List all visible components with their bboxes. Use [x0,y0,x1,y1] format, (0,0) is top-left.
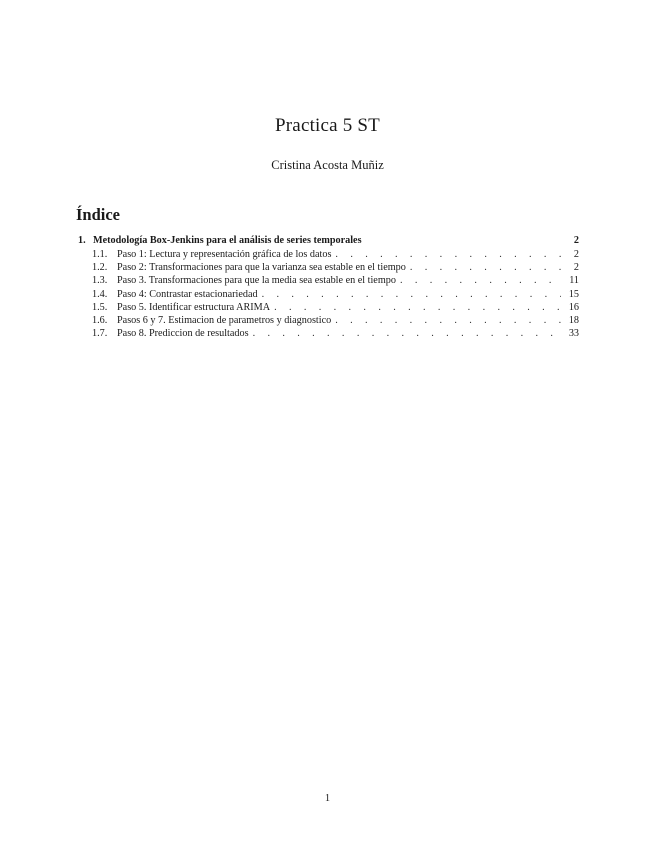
toc-item-page: 18 [568,314,579,326]
toc-item-number: 1.7. [92,328,108,340]
toc-item-number: 1.1. [92,249,108,260]
toc-item-1-5[interactable] [78,301,579,314]
toc-item-page: 16 [568,301,579,313]
toc-item-page: 11 [569,275,579,287]
toc-item-1-3[interactable] [78,274,579,287]
toc-item-number: 1.3. [92,275,108,287]
toc-item-number: 1.2. [92,262,108,274]
toc-item-1-2[interactable] [78,261,579,274]
toc-item-1-4[interactable] [78,288,579,301]
toc-item-label: Paso 4: Contrastar estacionariedad [117,288,258,300]
toc-dot-leader [410,261,561,274]
document-title: Practica 5 ST [275,115,380,136]
toc-dot-leader [335,248,561,261]
toc-item-1-6[interactable] [78,314,579,327]
toc-item-page: 15 [568,288,579,300]
page-number: 1 [324,793,331,804]
toc-section-label: Metodología Box-Jenkins para el análisis de series temporales [93,235,362,246]
toc-section-1[interactable] [78,234,579,248]
toc-item-number: 1.4. [92,288,108,300]
toc-item-page: 33 [568,328,579,340]
toc-item-number: 1.6. [92,314,108,326]
toc-item-label: Paso 2: Transformaciones para que la varianza sea estable en el tiempo [117,262,406,274]
toc-dot-leader [262,288,561,301]
toc-section-number: 1. [78,235,86,246]
toc-dot-leader [400,274,561,287]
toc-dot-leader [335,314,561,327]
toc-item-1-1[interactable] [78,248,579,261]
table-of-contents [78,234,579,340]
toc-item-1-7[interactable] [78,327,579,340]
document-author: Cristina Acosta Muñiz [271,158,384,172]
toc-item-label: Paso 8. Prediccion de resultados [117,328,249,340]
toc-item-label: Paso 5. Identificar estructura ARIMA [117,301,271,313]
toc-dot-leader [253,327,561,340]
toc-section-page: 2 [573,235,579,246]
toc-dot-leader [274,301,561,314]
toc-item-label: Paso 1: Lectura y representación gráfica de los datos [117,249,332,260]
toc-item-page: 2 [573,249,579,260]
toc-item-label: Pasos 6 y 7. Estimacion de parametros y diagnostico [117,314,332,326]
toc-heading: Índice [76,205,121,224]
toc-item-label: Paso 3. Transformaciones para que la media sea estable en el tiempo [117,275,396,287]
toc-item-page: 2 [573,262,579,274]
toc-item-number: 1.5. [92,301,108,313]
